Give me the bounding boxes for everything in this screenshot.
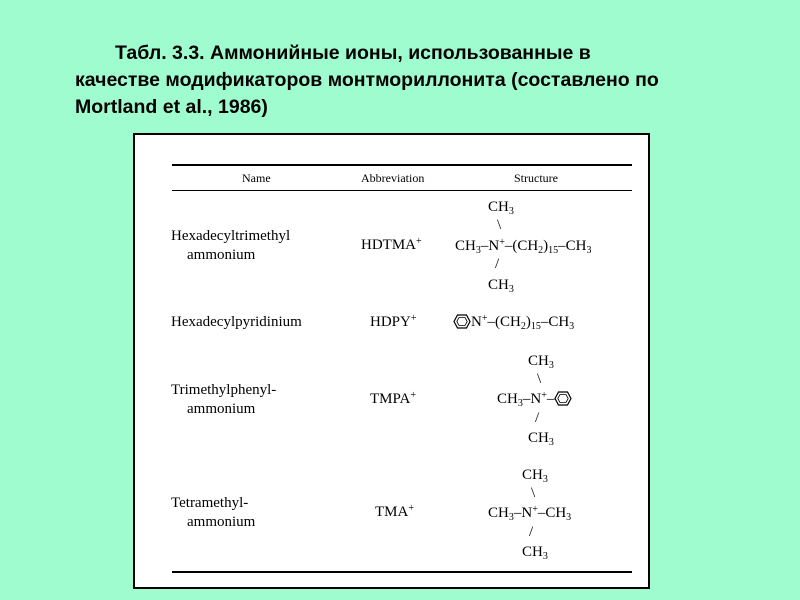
- header-name: Name: [242, 171, 271, 185]
- row-name: Tetramethyl-: [171, 495, 249, 511]
- caption-line-1: Табл. 3.3. Аммонийные ионы, использованные в: [115, 42, 591, 64]
- header-rule: [172, 190, 632, 191]
- structure-bottom-group: $CH_3$: [488, 277, 514, 295]
- structure-top-group: $CH_3$: [528, 353, 554, 371]
- bond-down: /: [495, 256, 500, 272]
- bond-down: /: [535, 410, 540, 426]
- bond-up: \: [531, 485, 536, 501]
- bond-down: /: [529, 524, 534, 540]
- table-image-panel: [133, 133, 650, 589]
- phenyl-ring-icon: [554, 391, 572, 406]
- row-name: Hexadecylpyridinium: [171, 314, 302, 330]
- bond-up: \: [497, 217, 502, 233]
- row-name-cont: ammonium: [187, 401, 256, 417]
- row-abbreviation: HDTMA+: [361, 236, 422, 253]
- row-abbreviation: TMA+: [375, 503, 414, 520]
- table-caption: [75, 40, 755, 121]
- bond-up: \: [537, 371, 542, 387]
- row-name-cont: ammonium: [187, 247, 256, 263]
- row-name-cont: ammonium: [187, 514, 256, 530]
- caption-line-3: Mortland et al., 1986): [75, 96, 268, 118]
- row-name: Hexadecyltrimethyl: [171, 228, 291, 244]
- caption-line-2: качестве модификаторов монтмориллонита (составлено по: [75, 69, 659, 91]
- structure-top-group: $CH_3$: [522, 467, 548, 485]
- row-abbreviation: TMPA+: [370, 390, 416, 407]
- pyridine-ring-icon: [453, 314, 471, 329]
- bottom-rule: [172, 571, 632, 573]
- top-rule: [172, 164, 632, 166]
- structure-top-group: $CH_3$: [488, 199, 514, 217]
- structure-main-chain: $N^+-(CH_2)_{15}-CH_3$: [453, 314, 574, 331]
- row-name: Trimethylphenyl-: [171, 382, 277, 398]
- header-abbreviation: Abbreviation: [361, 171, 425, 185]
- row-abbreviation: HDPY+: [370, 313, 417, 330]
- structure-main-chain: $CH_3-N^+-$: [497, 391, 572, 408]
- structure-main-chain: $CH_3-N^+-(CH_2)_{15}-CH_3$: [455, 237, 592, 256]
- header-structure: Structure: [514, 171, 558, 185]
- structure-bottom-group: $CH_3$: [528, 430, 554, 448]
- structure-bottom-group: $CH_3$: [522, 544, 548, 562]
- structure-main-chain: $CH_3-N^+-CH_3$: [488, 504, 572, 523]
